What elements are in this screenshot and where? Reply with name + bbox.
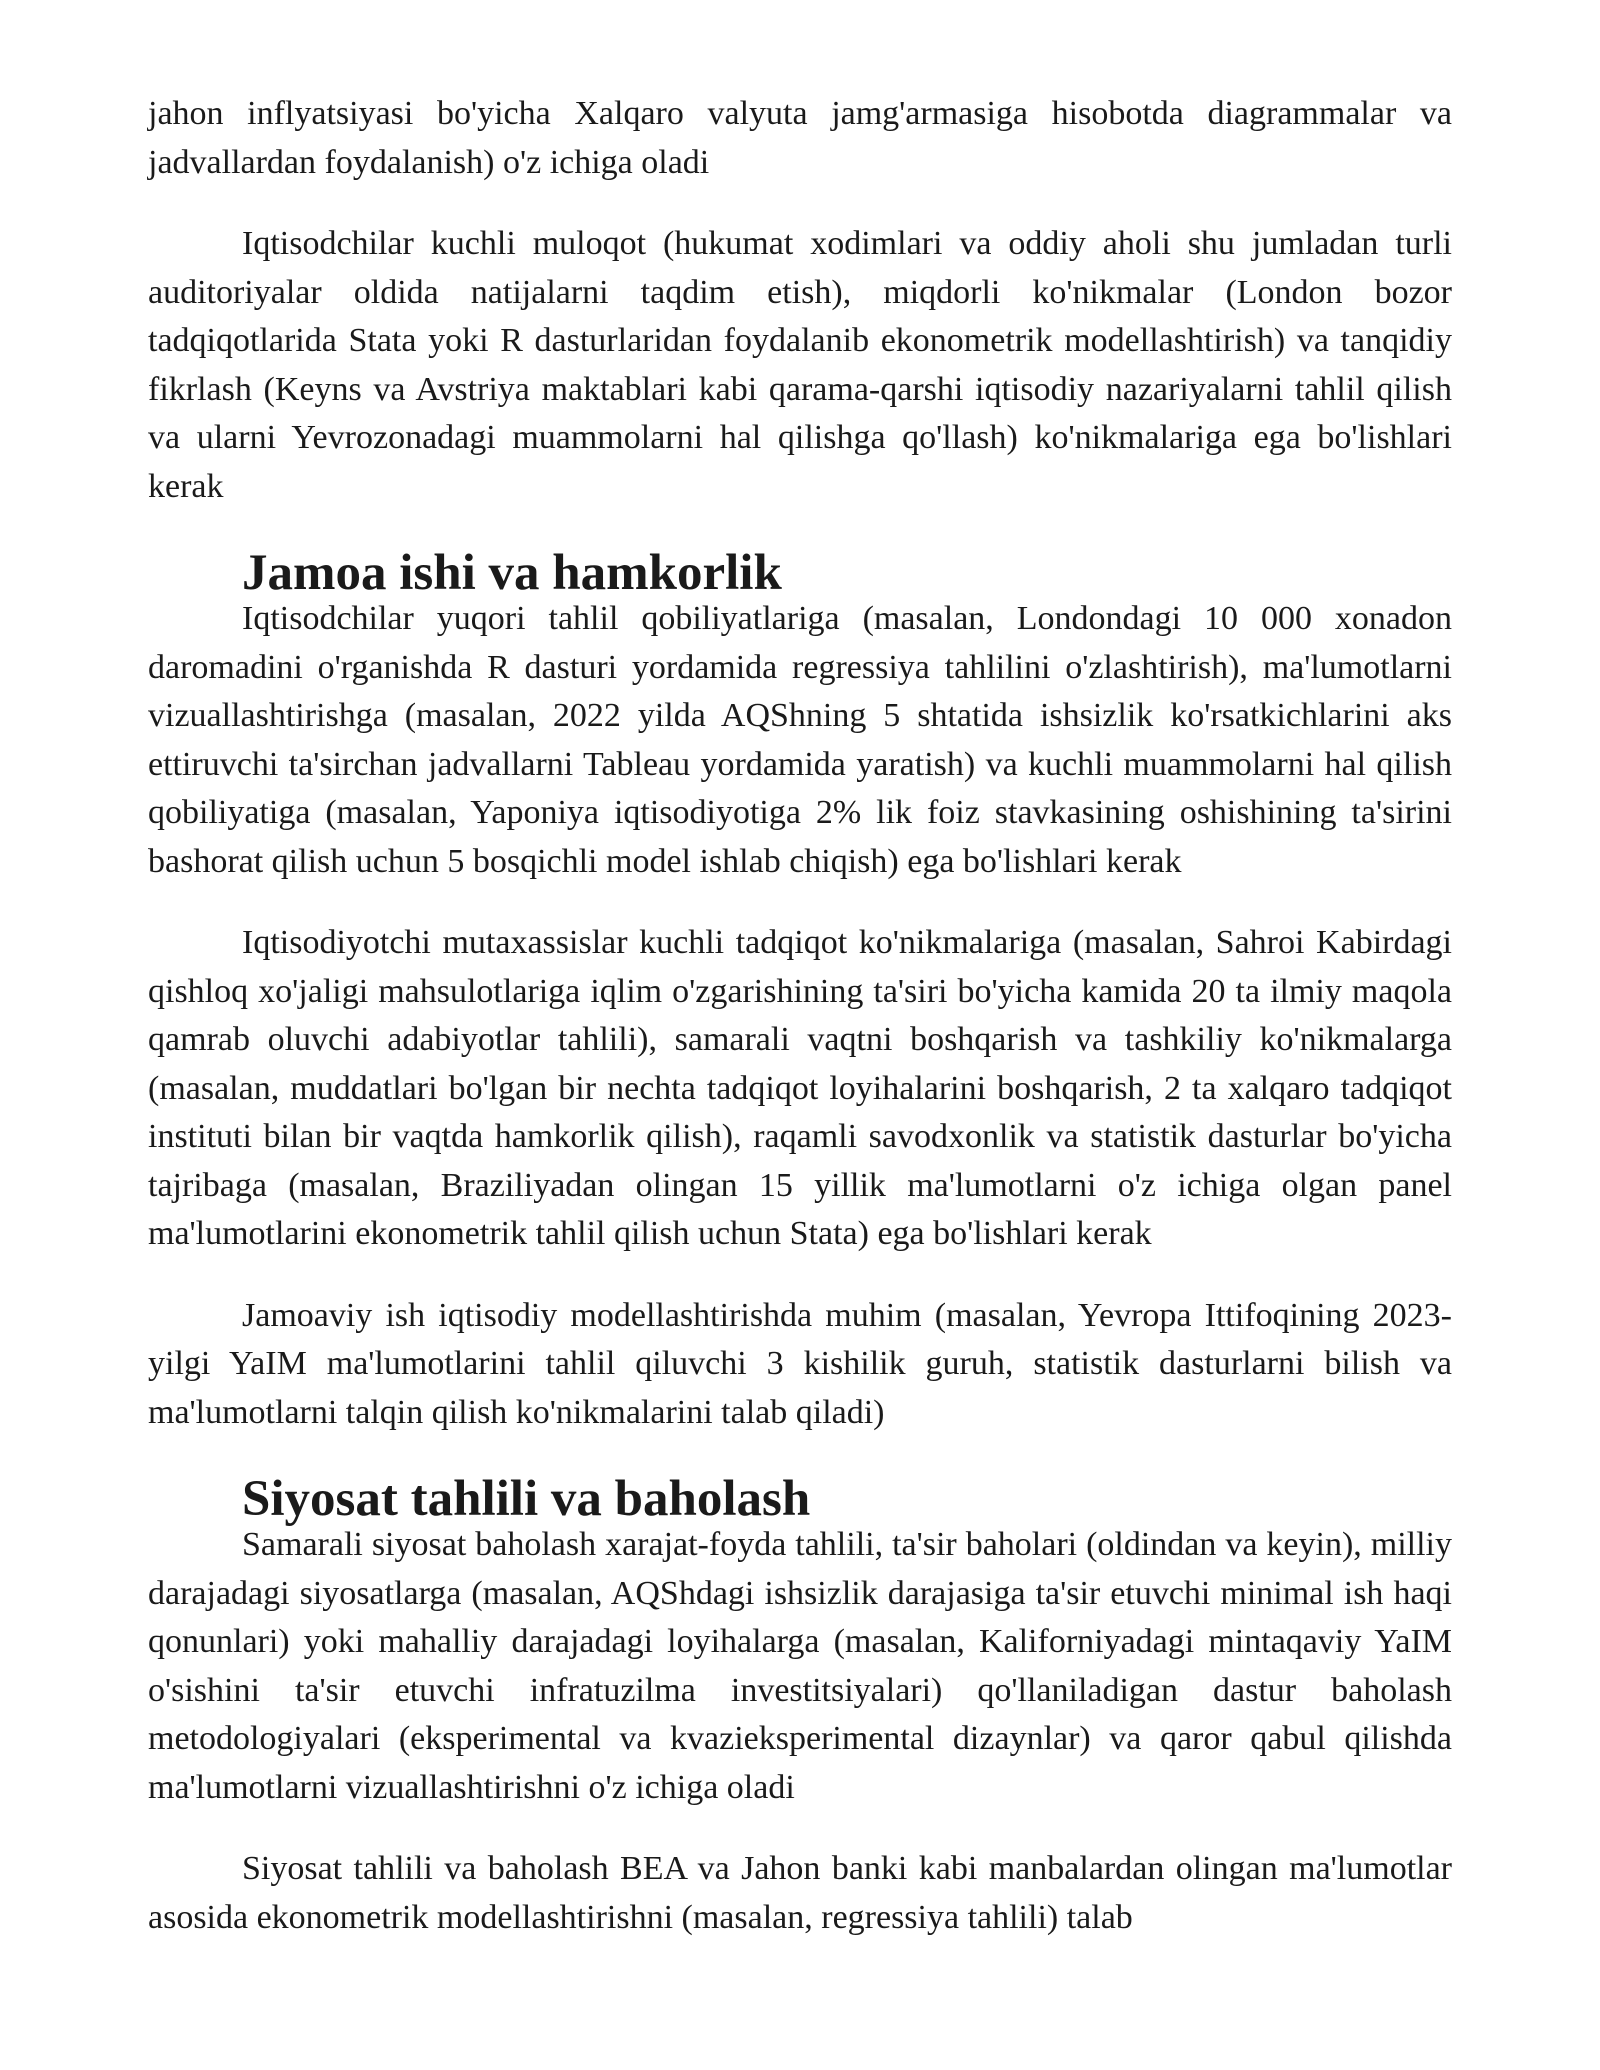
paragraph-continuation: jahon inflyatsiyasi bo'yicha Xalqaro valyuta jamg'armasiga hisobotda diagrammalar va jadvallardan foydalanish) o'z ichiga oladi bbox=[148, 95, 1452, 181]
paragraph-research-skills: Iqtisodiyotchi mutaxassislar kuchli tadqiqot ko'nikmalariga (masalan, Sahroi Kabirdagi qishloq xo'jaligi mahsulotlariga iqlim o'zgarishining ta'siri bo'yicha kamida 20 ta ilmiy maqola qamrab oluvchi adabiyotlar tahlili), samarali vaqtni boshqarish va tashkiliy ko'nikmalarga (masalan, muddatlari bo'lgan bir nechta tadqiqot loyihalarini boshqarish, 2 ta xalqaro tadqiqot instituti bilan bir vaqtda hamkorlik qilish), raqamli savodxonlik va statistik dasturlar bo'yicha tajribaga (masalan, Braziliyadan olingan 15 yillik ma'lumotlarni o'z ichiga olgan panel ma'lumotlarini ekonometrik tahlil qilish uchun Stata) ega bo'lishlari kerak bbox=[148, 924, 1452, 1252]
section-heading-policy-analysis: Siyosat tahlili va baholash bbox=[242, 1471, 811, 1527]
paragraph-policy-data-sources: Siyosat tahlili va baholash BEA va Jahon banki kabi manbalardan olingan ma'lumotlar asosida ekonometrik modellashtirishni (masalan, regressiya tahlili) talab bbox=[148, 1850, 1452, 1936]
paragraph-analytical-skills: Iqtisodchilar yuqori tahlil qobiliyatlariga (masalan, Londondagi 10 000 xonadon daromadini o'rganishda R dasturi yordamida regressiya tahlilini o'zlashtirish), ma'lumotlarni vizuallashtirishga (masalan, 2022 yilda AQShning 5 shtatida ishsizlik ko'rsatkichlarini aks ettiruvchi ta'sirchan jadvallarni Tableau yordamida yaratish) va kuchli muammolarni hal qilish qobiliyatiga (masalan, Yaponiya iqtisodiyotiga 2% lik foiz stavkasining oshishining ta'sirini bashorat qilish uchun 5 bosqichli model ishlab chiqish) ega bo'lishlari kerak bbox=[148, 600, 1452, 880]
paragraph-policy-evaluation: Samarali siyosat baholash xarajat-foyda tahlili, ta'sir baholari (oldindan va keyin), milliy darajadagi siyosatlarga (masalan, AQShdagi ishsizlik darajasiga ta'sir etuvchi minimal ish haqi qonunlari) yoki mahalliy darajadagi loyihalarga (masalan, Kaliforniyadagi mintaqaviy YaIM o'sishini ta'sir etuvchi infratuzilma investitsiyalari) qo'llaniladigan dastur baholash metodologiyalari (eksperimental va kvazieksperimental dizaynlar) va qaror qabul qilishda ma'lumotlarni vizuallashtirishni o'z ichiga oladi bbox=[148, 1526, 1452, 1806]
paragraph-teamwork-modeling: Jamoaviy ish iqtisodiy modellashtirishda muhim (masalan, Yevropa Ittifoqining 2023-yilgi YaIM ma'lumotlarini tahlil qiluvchi 3 kishilik guruh, statistik dasturlarni bilish va ma'lumotlarni talqin qilish ko'nikmalarini talab qiladi) bbox=[148, 1296, 1452, 1431]
section-heading-teamwork: Jamoa ishi va hamkorlik bbox=[242, 545, 782, 601]
document-page bbox=[148, 90, 1452, 1942]
paragraph-communication-skills: Iqtisodchilar kuchli muloqot (hukumat xodimlari va oddiy aholi shu jumladan turli auditoriyalar oldida natijalarni taqdim etish), miqdorli ko'nikmalar (London bozor tadqiqotlarida Stata yoki R dasturlaridan foydalanib ekonometrik modellashtirish) va tanqidiy fikrlash (Keyns va Avstriya maktablari kabi qarama-qarshi iqtisodiy nazariyalarni tahlil qilish va ularni Yevrozonadagi muammolarni hal qilishga qo'llash) ko'nikmalariga ega bo'lishlari kerak bbox=[148, 225, 1452, 505]
